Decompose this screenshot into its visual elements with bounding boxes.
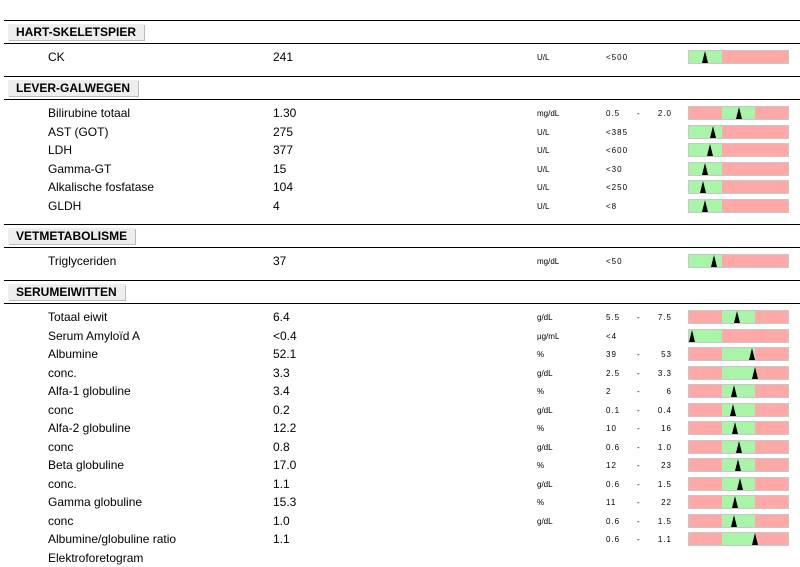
test-name: conc.: [48, 365, 77, 380]
reference-separator: -: [637, 442, 641, 452]
test-value: 241: [273, 50, 294, 64]
reference-low: 39: [606, 350, 617, 359]
normal-range-zone: [722, 515, 756, 527]
section-title: VETMETABOLISME: [8, 228, 135, 244]
value-marker-icon: [700, 181, 706, 193]
section-title: HART-SKELETSPIER: [8, 24, 144, 40]
reference-range: [606, 313, 672, 323]
value-marker-icon: [689, 330, 695, 342]
reference-range: [606, 257, 672, 267]
test-unit: g/dL: [537, 368, 553, 378]
reference-separator: -: [637, 535, 641, 544]
test-value: <0.4: [273, 328, 297, 343]
test-value: 1.30: [273, 106, 297, 120]
test-name: Triglyceriden: [48, 254, 117, 268]
value-marker-icon: [710, 126, 716, 138]
reference-high: 1.0: [657, 442, 672, 452]
test-name: GLDH: [48, 198, 82, 213]
reference-low: 0.6: [606, 479, 621, 489]
test-value: 12.2: [273, 421, 297, 435]
reference-range: [606, 406, 672, 416]
reference-separator: -: [637, 387, 641, 396]
result-row: [0, 123, 800, 141]
value-marker-icon: [702, 163, 708, 175]
range-indicator-bar: [688, 310, 789, 324]
value-marker-icon: [702, 200, 708, 212]
reference-separator: -: [637, 516, 641, 526]
reference-range: [606, 443, 672, 453]
reference-high: 0.4: [657, 405, 672, 415]
section-header: [4, 224, 800, 248]
reference-low: 12: [606, 461, 617, 470]
range-indicator-bar: [688, 495, 789, 509]
range-indicator-bar: [688, 162, 789, 176]
reference-range: [606, 535, 672, 545]
range-indicator-bar: [688, 421, 789, 435]
range-indicator-bar: [688, 458, 789, 472]
test-unit: %: [537, 350, 545, 359]
result-row: [0, 178, 800, 196]
test-name: Alfa-2 globuline: [48, 421, 131, 435]
test-value: 1.1: [273, 532, 290, 546]
range-indicator-bar: [688, 125, 789, 139]
value-marker-icon: [731, 515, 737, 527]
reference-low: 0.6: [606, 516, 621, 526]
result-row: [0, 401, 800, 419]
reference-range: [606, 369, 672, 379]
value-marker-icon: [711, 255, 717, 267]
result-row: [0, 549, 800, 567]
value-marker-icon: [732, 422, 738, 434]
result-row: [0, 327, 800, 345]
reference-high: 22: [661, 498, 672, 507]
range-indicator-bar: [688, 199, 789, 213]
value-marker-icon: [731, 385, 737, 397]
reference-range: [606, 202, 672, 212]
result-row: [0, 456, 800, 474]
value-marker-icon: [734, 311, 740, 323]
test-unit: %: [537, 424, 545, 433]
result-row: [0, 308, 800, 326]
reference-range: [606, 165, 672, 175]
test-value: 52.1: [273, 347, 297, 361]
test-unit: %: [537, 461, 545, 470]
test-value: 0.8: [273, 439, 290, 454]
test-name: Gamma globuline: [48, 495, 143, 509]
range-indicator-bar: [688, 384, 789, 398]
reference-separator: -: [637, 350, 641, 359]
test-unit: g/dL: [537, 313, 553, 322]
test-unit: mg/dL: [537, 109, 560, 118]
result-row: [0, 252, 800, 270]
reference-separator: -: [637, 424, 641, 433]
test-name: AST (GOT): [48, 124, 109, 139]
reference-high: 6: [666, 387, 672, 396]
reference-range: [606, 128, 672, 138]
test-value: 6.4: [273, 310, 290, 324]
test-unit: g/dL: [537, 405, 553, 415]
test-value: 37: [273, 254, 287, 268]
test-unit: %: [537, 498, 545, 507]
reference-low: 2: [606, 387, 612, 396]
reference-separator: -: [637, 313, 641, 322]
range-indicator-bar: [688, 440, 789, 454]
test-name: Serum Amyloïd A: [48, 328, 141, 343]
test-name: Albumine: [48, 347, 99, 361]
test-unit: U/L: [537, 183, 550, 192]
reference-range: [606, 517, 672, 527]
normal-range-zone: [722, 496, 756, 508]
normal-range-zone: [722, 367, 756, 379]
reference-low: 10: [606, 424, 617, 433]
reference-high: 1.5: [657, 516, 672, 526]
test-unit: g/dL: [537, 479, 553, 489]
section-header: [4, 20, 800, 44]
reference-range: [606, 146, 672, 156]
test-value: 104: [273, 180, 294, 194]
range-indicator-bar: [688, 514, 789, 528]
reference-range: [606, 332, 672, 342]
value-marker-icon: [752, 367, 758, 379]
reference-low: <30: [606, 164, 623, 174]
test-unit: g/dL: [537, 516, 553, 526]
test-value: 15.3: [273, 495, 297, 509]
test-name: Alfa-1 globuline: [48, 384, 131, 398]
range-indicator-bar: [688, 254, 789, 268]
reference-range: [606, 480, 672, 490]
result-row: [0, 141, 800, 159]
range-indicator-bar: [688, 532, 789, 546]
test-unit: µg/mL: [537, 331, 560, 341]
range-indicator-bar: [688, 180, 789, 194]
value-marker-icon: [752, 533, 758, 545]
result-row: [0, 438, 800, 456]
test-name: Totaal eiwit: [48, 310, 108, 324]
value-marker-icon: [736, 441, 742, 453]
normal-range-zone: [689, 144, 722, 156]
value-marker-icon: [736, 107, 742, 119]
test-value: 4: [273, 198, 280, 213]
reference-high: 3.3: [657, 368, 672, 378]
test-name: conc: [48, 439, 74, 454]
normal-range-zone: [722, 533, 756, 545]
reference-low: 0.1: [606, 405, 621, 415]
result-row: [0, 364, 800, 382]
range-indicator-bar: [688, 106, 789, 120]
test-value: 1.1: [273, 476, 290, 491]
reference-range: [606, 109, 672, 119]
reference-high: 2.0: [657, 109, 672, 118]
reference-low: <385: [606, 127, 629, 137]
value-marker-icon: [702, 51, 708, 63]
reference-range: [606, 183, 672, 193]
range-indicator-bar: [688, 143, 789, 157]
reference-range: [606, 350, 672, 360]
reference-range: [606, 387, 672, 397]
reference-range: [606, 53, 672, 63]
reference-low: <600: [606, 146, 629, 155]
test-name: CK: [48, 50, 65, 64]
reference-separator: -: [637, 368, 641, 378]
test-name: conc: [48, 513, 74, 528]
result-row: [0, 160, 800, 178]
test-value: 15: [273, 161, 287, 176]
reference-low: 0.6: [606, 535, 621, 544]
range-indicator-bar: [688, 347, 789, 361]
test-name: Bilirubine totaal: [48, 106, 131, 120]
result-row: [0, 530, 800, 548]
test-name: Elektroforetogram: [48, 550, 144, 565]
test-unit: U/L: [537, 127, 550, 137]
test-unit: U/L: [537, 164, 550, 174]
test-value: 1.0: [273, 513, 290, 528]
section-title: LEVER-GALWEGEN: [8, 80, 138, 96]
result-row: [0, 419, 800, 437]
result-row: [0, 475, 800, 493]
range-indicator-bar: [688, 477, 789, 491]
test-name: LDH: [48, 143, 73, 157]
value-marker-icon: [707, 144, 713, 156]
test-value: 3.3: [273, 365, 290, 380]
reference-high: 1.1: [657, 535, 672, 544]
normal-range-zone: [689, 255, 722, 267]
value-marker-icon: [749, 348, 755, 360]
reference-range: [606, 461, 672, 471]
reference-low: <50: [606, 257, 623, 266]
section-header: [4, 280, 800, 304]
reference-high: 7.5: [657, 313, 672, 322]
reference-high: 16: [661, 424, 672, 433]
reference-separator: -: [637, 405, 641, 415]
test-name: conc: [48, 402, 74, 417]
reference-low: 0.6: [606, 442, 621, 452]
result-row: [0, 512, 800, 530]
value-marker-icon: [732, 496, 738, 508]
result-row: [0, 197, 800, 215]
test-unit: mg/dL: [537, 257, 560, 266]
reference-range: [606, 498, 672, 508]
value-marker-icon: [730, 404, 736, 416]
test-name: Alkalische fosfatase: [48, 180, 155, 194]
result-row: [0, 493, 800, 511]
test-name: Beta globuline: [48, 458, 125, 472]
test-name: Gamma-GT: [48, 161, 112, 176]
reference-separator: -: [637, 461, 641, 470]
reference-low: 11: [606, 498, 617, 507]
normal-range-zone: [722, 385, 756, 397]
result-row: [0, 382, 800, 400]
test-value: 0.2: [273, 402, 290, 417]
reference-high: 1.5: [657, 479, 672, 489]
range-indicator-bar: [688, 50, 789, 64]
reference-range: [606, 424, 672, 434]
test-unit: g/dL: [537, 442, 553, 452]
normal-range-zone: [722, 404, 756, 416]
value-marker-icon: [737, 478, 743, 490]
reference-high: 23: [661, 461, 672, 470]
reference-low: <8: [606, 201, 618, 211]
test-value: 17.0: [273, 458, 297, 472]
reference-separator: -: [637, 109, 641, 118]
result-row: [0, 104, 800, 122]
range-indicator-bar: [688, 403, 789, 417]
reference-separator: -: [637, 498, 641, 507]
test-unit: U/L: [537, 201, 550, 211]
test-value: 275: [273, 124, 294, 139]
reference-low: <250: [606, 183, 629, 192]
reference-low: 5.5: [606, 313, 621, 322]
reference-separator: -: [637, 479, 641, 489]
result-row: [0, 345, 800, 363]
section-title: SERUMEIWITTEN: [8, 284, 125, 300]
range-indicator-bar: [688, 366, 789, 380]
test-value: 3.4: [273, 384, 290, 398]
section-header: [4, 76, 800, 100]
reference-low: 2.5: [606, 368, 621, 378]
reference-low: <4: [606, 331, 618, 341]
test-unit: %: [537, 387, 545, 396]
test-name: conc.: [48, 476, 77, 491]
range-indicator-bar: [688, 329, 789, 343]
normal-range-zone: [689, 126, 722, 138]
normal-range-zone: [722, 422, 756, 434]
test-name: Albumine/globuline ratio: [48, 532, 177, 546]
reference-low: <500: [606, 53, 629, 62]
reference-high: 53: [661, 350, 672, 359]
test-unit: U/L: [537, 53, 550, 62]
value-marker-icon: [735, 459, 741, 471]
test-unit: U/L: [537, 146, 550, 155]
test-value: 377: [273, 143, 294, 157]
result-row: [0, 48, 800, 66]
reference-low: 0.5: [606, 109, 621, 118]
